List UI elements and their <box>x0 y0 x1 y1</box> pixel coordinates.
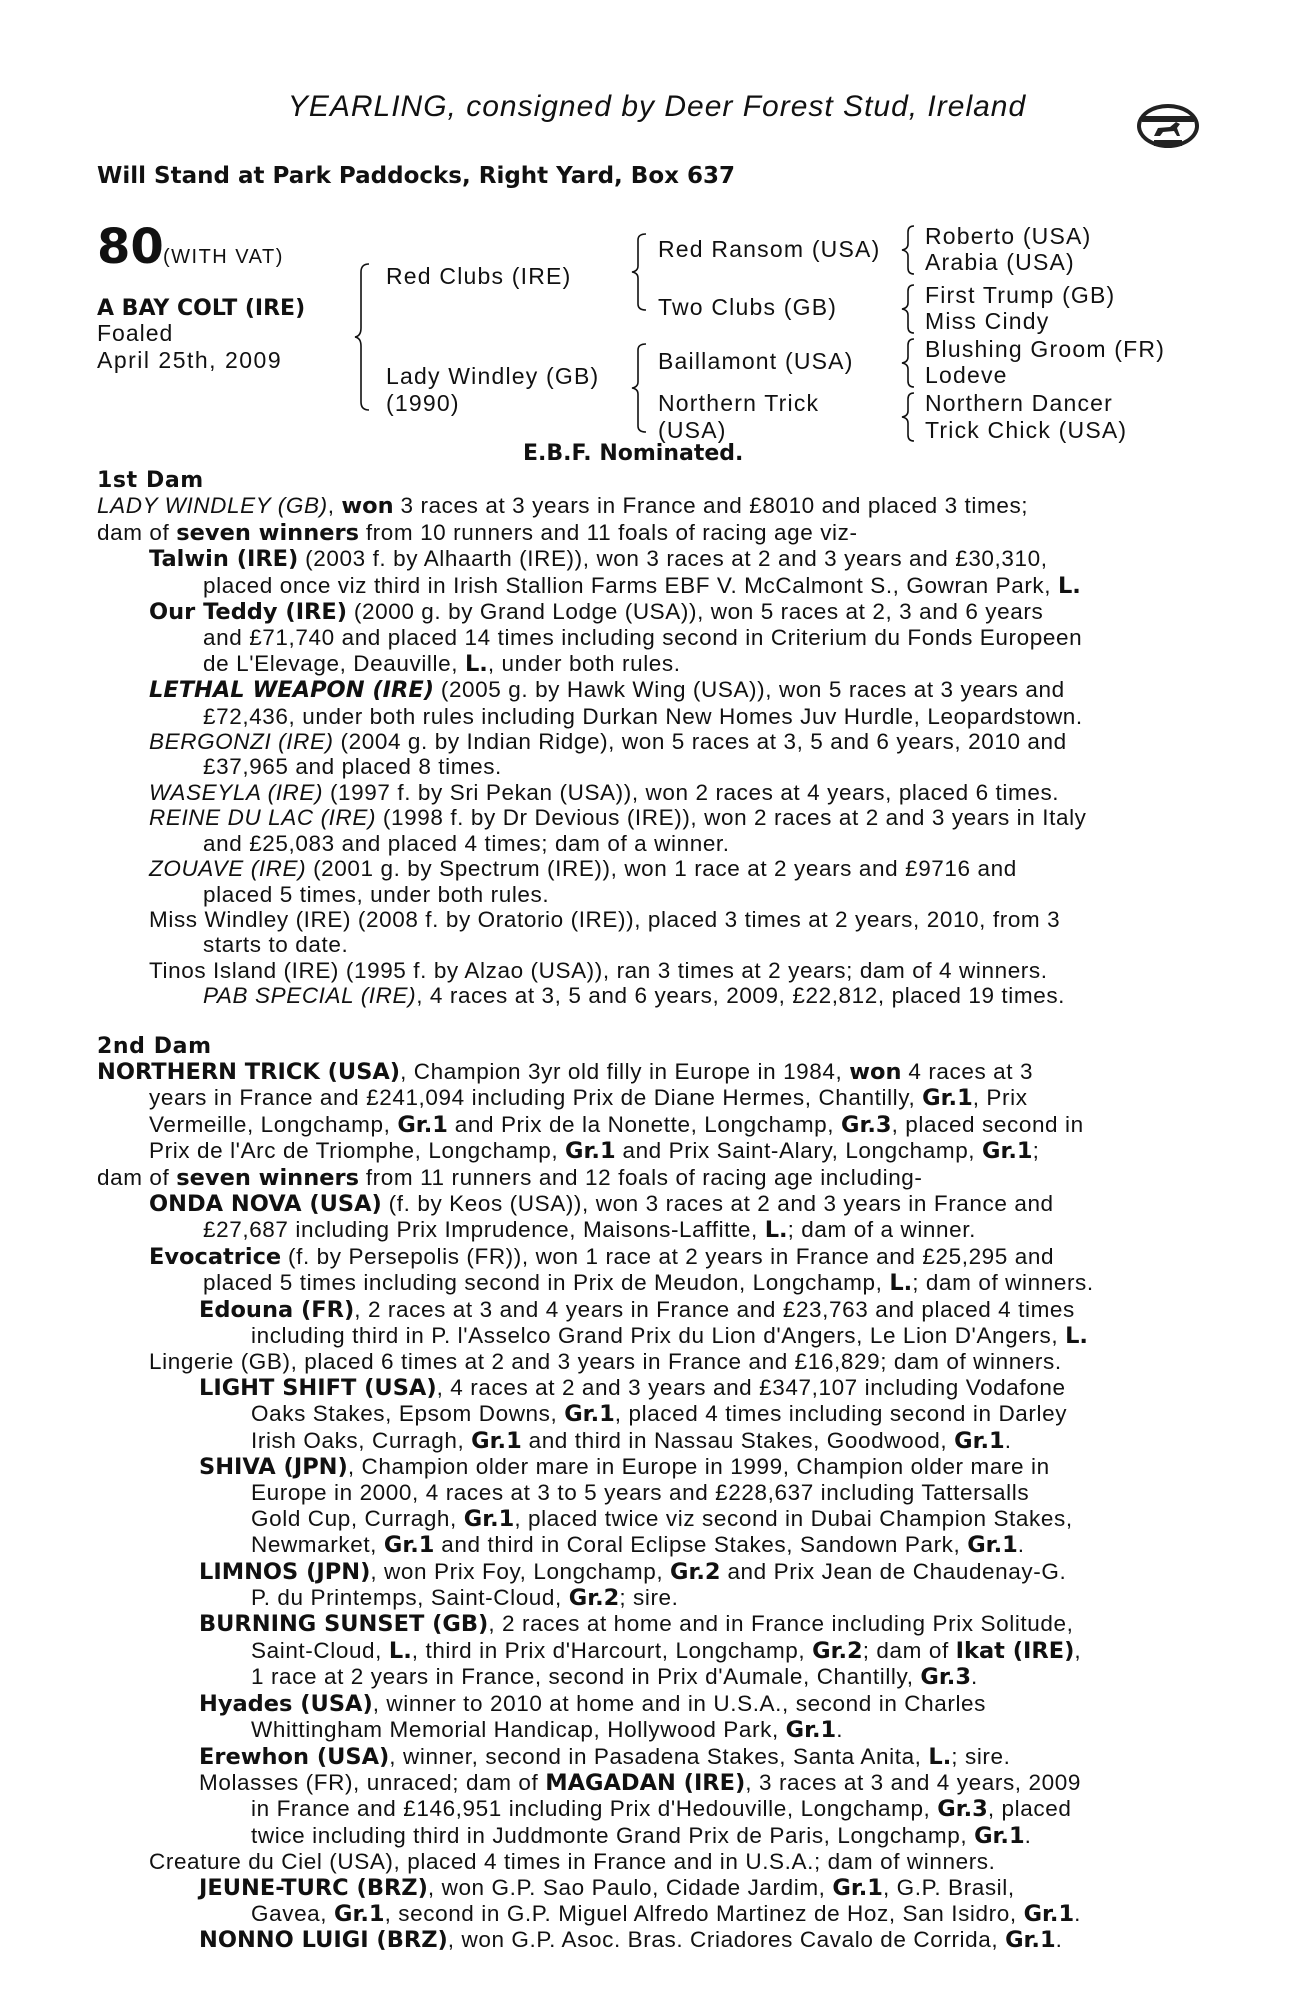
first-dam-line: WASEYLA (IRE) (1997 f. by Sri Pekan (USA)), won 2 races at 4 years, placed 6 times. <box>149 779 1060 805</box>
first-dam-line: PAB SPECIAL (IRE), 4 races at 3, 5 and 6 years, 2009, £22,812, placed 19 times. <box>203 983 1066 1009</box>
first-dam-line: Miss Windley (IRE) (2008 f. by Oratorio (IRE)), placed 3 times at 2 years, 2010, from 3 <box>149 906 1061 932</box>
second-dam-line: Prix de l'Arc de Triomphe, Longchamp, Gr.1 and Prix Saint-Alary, Longchamp, Gr.1; <box>149 1138 1040 1165</box>
pedigree-gen3-5: Blushing Groom (FR) <box>925 336 1166 362</box>
second-dam-line: placed 5 times including second in Prix de Meudon, Longchamp, L.; dam of winners. <box>203 1270 1094 1297</box>
pedigree-gen3-4: Miss Cindy <box>925 308 1050 334</box>
first-dam-line: placed 5 times, under both rules. <box>203 881 550 907</box>
second-dam-line: Edouna (FR), 2 races at 3 and 4 years in France and £23,763 and placed 4 times <box>199 1296 1075 1323</box>
first-dam-line: Tinos Island (IRE) (1995 f. by Alzao (USA)), ran 3 times at 2 years; dam of 4 winners. <box>149 957 1048 983</box>
second-dam-line: P. du Printemps, Saint-Cloud, Gr.2; sire. <box>251 1585 679 1612</box>
first-dam-line: £37,965 and placed 8 times. <box>203 754 502 780</box>
first-dam-line: £72,436, under both rules including Durkan New Homes Juv Hurdle, Leopardstown. <box>203 703 1083 729</box>
pedigree-gen3-3: First Trump (GB) <box>925 282 1116 308</box>
first-dam-section <box>97 493 1207 1008</box>
first-dam-line: and £25,083 and placed 4 times; dam of a winner. <box>203 830 730 856</box>
second-dam-line: Saint-Cloud, L., third in Prix d'Harcourt, Longchamp, Gr.2; dam of Ikat (IRE), <box>251 1637 1082 1664</box>
vat-note: (WITH VAT) <box>163 246 284 268</box>
page-title: YEARLING, consigned by Deer Forest Stud, Ireland <box>287 90 1027 123</box>
second-dam-section <box>97 1059 1207 1954</box>
lot-description: A BAY COLT (IRE) <box>97 296 306 321</box>
second-dam-line: dam of seven winners from 11 runners and 12 foals of racing age including- <box>97 1164 923 1191</box>
pedigree-dam: Lady Windley (GB) <box>386 363 600 389</box>
second-dam-line: Newmarket, Gr.1 and third in Coral Eclipse Stakes, Sandown Park, Gr.1. <box>251 1532 1025 1559</box>
pedigree-gen3-7: Northern Dancer <box>925 390 1114 416</box>
first-dam-line: starts to date. <box>203 932 349 958</box>
pedigree-gen3-8: Trick Chick (USA) <box>925 417 1128 443</box>
second-dam-line: SHIVA (JPN), Champion older mare in Europe in 1999, Champion older mare in <box>199 1454 1050 1481</box>
yearling-bonus-badge-icon <box>1136 100 1200 152</box>
second-dam-line: NORTHERN TRICK (USA), Champion 3yr old filly in Europe in 1984, won 4 races at 3 <box>97 1058 1034 1085</box>
pedigree-bracket-g3 <box>902 337 922 389</box>
first-dam-line: BERGONZI (IRE) (2004 g. by Indian Ridge), won 5 races at 3, 5 and 6 years, 2010 and <box>149 729 1067 755</box>
second-dam-line: £27,687 including Prix Imprudence, Maisons-Laffitte, L.; dam of a winner. <box>203 1217 976 1244</box>
second-dam-line: Irish Oaks, Curragh, Gr.1 and third in Nassau Stakes, Goodwood, Gr.1. <box>251 1427 1012 1454</box>
ebf-nomination: E.B.F. Nominated. <box>523 441 744 466</box>
second-dam-line: Europe in 2000, 4 races at 3 to 5 years and £228,637 including Tattersalls <box>251 1480 1030 1506</box>
pedigree-dam-sire: Baillamont (USA) <box>658 348 854 374</box>
stand-location: Will Stand at Park Paddocks, Right Yard, Box 637 <box>97 163 735 189</box>
second-dam-line: Oaks Stakes, Epsom Downs, Gr.1, placed 4 times including second in Darley <box>251 1401 1068 1428</box>
pedigree-bracket-sire <box>632 232 656 312</box>
second-dam-line: including third in P. l'Asselco Grand Prix du Lion d'Angers, Le Lion D'Angers, L. <box>251 1323 1088 1349</box>
second-dam-line: Erewhon (USA), winner, second in Pasadena Stakes, Santa Anita, L.; sire. <box>199 1743 1011 1770</box>
first-dam-line: Talwin (IRE) (2003 f. by Alhaarth (IRE)), won 3 races at 2 and 3 years and £30,310, <box>149 546 1048 573</box>
second-dam-line: Lingerie (GB), placed 6 times at 2 and 3 years in France and £16,829; dam of winners. <box>149 1349 1062 1375</box>
second-dam-line: NONNO LUIGI (BRZ), won G.P. Asoc. Bras. Criadores Cavalo de Corrida, Gr.1. <box>199 1927 1063 1954</box>
first-dam-line: ZOUAVE (IRE) (2001 g. by Spectrum (IRE)), won 1 race at 2 years and £9716 and <box>149 856 1017 882</box>
first-dam-line: REINE DU LAC (IRE) (1998 f. by Dr Devious (IRE)), won 2 races at 2 and 3 years in Italy <box>149 805 1087 831</box>
produce-record <box>97 468 1207 1954</box>
second-dam-line: Evocatrice (f. by Persepolis (FR)), won 1 race at 2 years in France and £25,295 and <box>149 1243 1055 1270</box>
first-dam-line: dam of seven winners from 10 runners and 11 foals of racing age viz- <box>97 519 858 546</box>
pedigree-sire-sire: Red Ransom (USA) <box>658 236 881 262</box>
pedigree-dam-dam: Northern Trick <box>658 390 820 416</box>
second-dam-line: Creature du Ciel (USA), placed 4 times in France and in U.S.A.; dam of winners. <box>149 1849 996 1875</box>
first-dam-heading: 1st Dam <box>97 468 204 493</box>
pedigree-bracket-g4 <box>902 391 922 443</box>
second-dam-line: LIMNOS (JPN), won Prix Foy, Longchamp, Gr.2 and Prix Jean de Chaudenay-G. <box>199 1558 1067 1585</box>
second-dam-line: Molasses (FR), unraced; dam of MAGADAN (IRE), 3 races at 3 and 4 years, 2009 <box>199 1769 1081 1796</box>
foaled-date: April 25th, 2009 <box>97 347 283 373</box>
first-dam-line: and £71,740 and placed 14 times including second in Criterium du Fonds Europeen <box>203 625 1083 651</box>
first-dam-line: Our Teddy (IRE) (2000 g. by Grand Lodge (USA)), won 5 races at 2, 3 and 6 years <box>149 599 1044 626</box>
first-dam-line: placed once viz third in Irish Stallion Farms EBF V. McCalmont S., Gowran Park, L. <box>203 572 1081 599</box>
pedigree-bracket-main <box>355 262 385 412</box>
pedigree-dam-dam-country: (USA) <box>658 417 727 443</box>
second-dam-line: JEUNE-TURC (BRZ), won G.P. Sao Paulo, Cidade Jardim, Gr.1, G.P. Brasil, <box>199 1874 1015 1901</box>
second-dam-line: ONDA NOVA (USA) (f. by Keos (USA)), won 3 races at 2 and 3 years in France and <box>149 1190 1054 1217</box>
pedigree-sire: Red Clubs (IRE) <box>386 263 572 289</box>
second-dam-line: Vermeille, Longchamp, Gr.1 and Prix de la Nonette, Longchamp, Gr.3, placed second in <box>149 1111 1084 1138</box>
second-dam-line: Whittingham Memorial Handicap, Hollywood Park, Gr.1. <box>251 1717 844 1744</box>
pedigree-dam-year: (1990) <box>386 390 460 416</box>
lot-number: 80 <box>97 219 164 275</box>
pedigree-bracket-g2 <box>902 283 922 335</box>
pedigree-bracket-dam <box>632 342 656 434</box>
first-dam-line: de L'Elevage, Deauville, L., under both rules. <box>203 650 681 677</box>
pedigree-gen3-2: Arabia (USA) <box>925 249 1075 275</box>
pedigree-sire-dam: Two Clubs (GB) <box>658 294 838 320</box>
first-dam-line: LETHAL WEAPON (IRE) (2005 g. by Hawk Wing (USA)), won 5 races at 3 years and <box>149 677 1065 704</box>
second-dam-line: Gavea, Gr.1, second in G.P. Miguel Alfredo Martinez de Hoz, San Isidro, Gr.1. <box>251 1900 1081 1927</box>
second-dam-line: 1 race at 2 years in France, second in Prix d'Aumale, Chantilly, Gr.3. <box>251 1664 978 1691</box>
pedigree-gen3-1: Roberto (USA) <box>925 223 1092 249</box>
second-dam-line: BURNING SUNSET (GB), 2 races at home and in France including Prix Solitude, <box>199 1611 1074 1638</box>
second-dam-line: Gold Cup, Curragh, Gr.1, placed twice viz second in Dubai Champion Stakes, <box>251 1505 1073 1532</box>
second-dam-line: twice including third in Juddmonte Grand Prix de Paris, Longchamp, Gr.1. <box>251 1822 1032 1849</box>
first-dam-line: LADY WINDLEY (GB), won 3 races at 3 years in France and £8010 and placed 3 times; <box>97 493 1029 520</box>
second-dam-line: Hyades (USA), winner to 2010 at home and in U.S.A., second in Charles <box>199 1690 987 1717</box>
pedigree-bracket-g1 <box>902 224 922 276</box>
second-dam-line: in France and £146,951 including Prix d'Hedouville, Longchamp, Gr.3, placed <box>251 1796 1072 1823</box>
second-dam-line: LIGHT SHIFT (USA), 4 races at 2 and 3 years and £347,107 including Vodafone <box>199 1374 1066 1401</box>
foaled-label: Foaled <box>97 320 174 346</box>
second-dam-line: years in France and £241,094 including Prix de Diane Hermes, Chantilly, Gr.1, Prix <box>149 1085 1028 1112</box>
second-dam-heading: 2nd Dam <box>97 1033 212 1059</box>
pedigree-gen3-6: Lodeve <box>925 362 1008 388</box>
